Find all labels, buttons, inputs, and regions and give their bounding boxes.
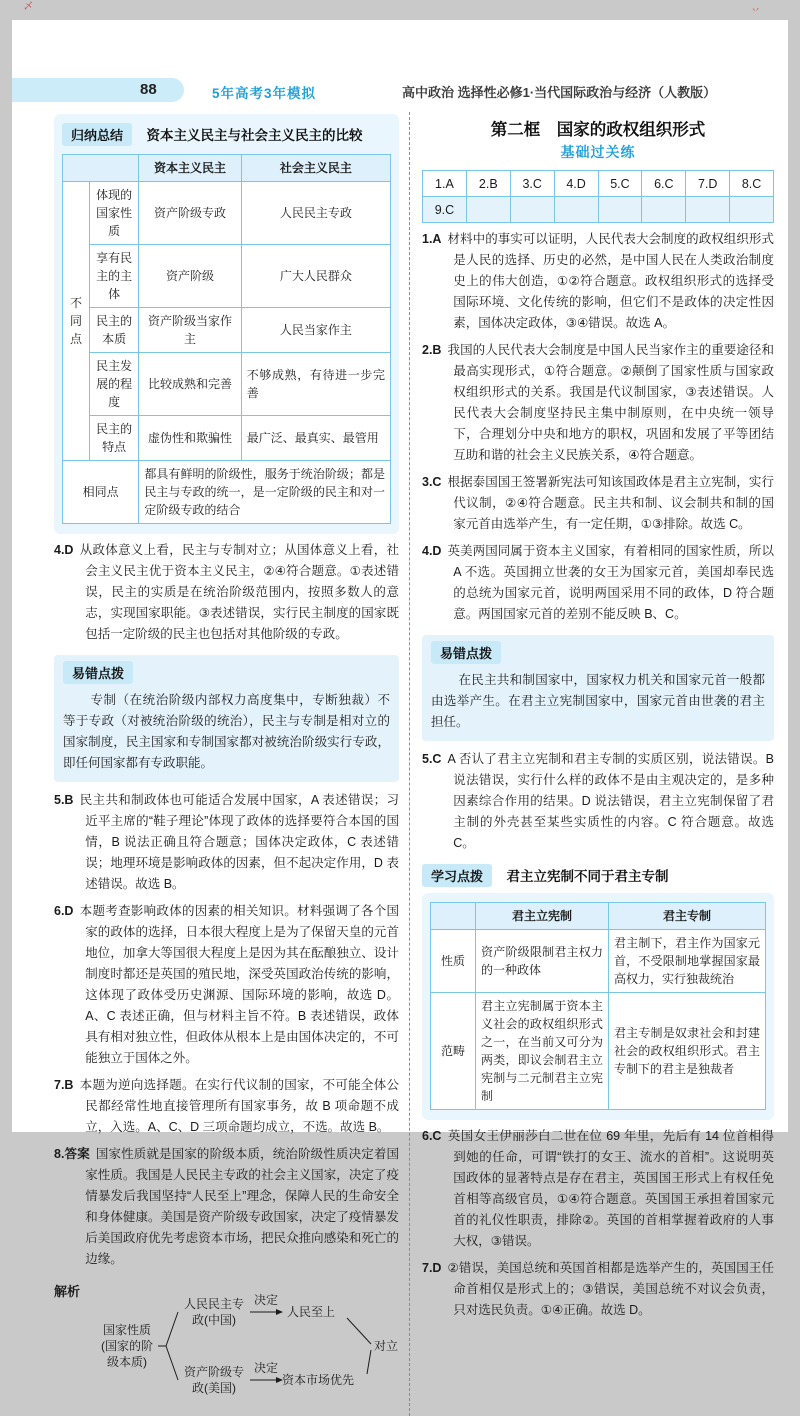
- page-number: 88: [140, 81, 157, 98]
- row-aspect: 范畴: [431, 993, 476, 1110]
- answer-cell: [730, 197, 774, 223]
- cell-capitalist: 资产阶级: [139, 245, 241, 308]
- col-header-capitalist: 资本主义民主: [139, 155, 241, 182]
- answer-text: 英国女王伊丽莎白二世在位 69 年里，先后有 14 位首相得到她的任命，可谓“铁打的女王、流水的首相”。这说明英国政体的显著特点是存在君主，英国国王形式上有权任免首相等高级官员，①④符合题意。英国国王承担着国家元首的礼仪性职责，排除②。英国的首相掌握着政府的人事大权，③错误。: [447, 1129, 774, 1248]
- answer-paragraph: [422, 229, 774, 334]
- tip-box: [422, 635, 774, 741]
- answer-text: A 否认了君主立宪制和君主专制的实质区别，说法错误。B 说法错误，实行什么样的政体不是由主观决定的，是多种因素综合作用的结果。D 说法错误，君主立宪制保留了君主制的外壳甚至某些实质性的内容。C 符合题意。故选 C。: [447, 752, 774, 850]
- diagram-branch-usa: 资产阶级专政(美国): [183, 1365, 244, 1395]
- cell-constitutional: 资产阶级限制君主权力的一种政体: [476, 930, 609, 993]
- answer-cell: 5.C: [598, 171, 642, 197]
- answer-paragraph: [54, 1075, 399, 1138]
- print-mark: 乄: [24, 1, 34, 11]
- diagram-root: 国家性质(国家的阶级本质): [101, 1323, 153, 1369]
- cell-socialist: 人民当家作主: [241, 308, 390, 353]
- group-label-similarities: 相同点: [63, 461, 139, 524]
- table-row: [63, 353, 391, 416]
- col-header-socialist: 社会主义民主: [241, 155, 390, 182]
- answer-text: 根据泰国国王签署新宪法可知该国政体是君主立宪制，实行代议制，②④符合题意。民主共和制、议会制共和制的国家元首由选举产生，有一定任期，①③排除。故选 C。: [447, 475, 774, 531]
- col-header-constitutional: 君主立宪制: [476, 903, 609, 930]
- answer-number: 1.A: [422, 232, 442, 246]
- answer-number: 3.C: [422, 475, 442, 489]
- answer-text: 国家性质就是国家的阶级本质，统治阶级性质决定着国家性质。我国是人民民主专政的社会主义国家，决定了疫情暴发后我国坚持“人民至上”理念，保障人民的生命安全和身体健康。美国是资产阶级专政国家，决定了疫情暴发后美国政府优先考虑资本市场，把民众推向感染和死亡的边缘。: [85, 1147, 399, 1266]
- summary-header: [62, 123, 391, 146]
- answer-cell: [510, 197, 554, 223]
- answer-text: 英美两国同属于资本主义国家，有着相同的国家性质，所以 A 不选。英国拥立世袭的女王为国家元首，美国却奉民选的总统为国家元首，说明两国采用不同的政体，D 符合题意。两国国家元首的差别不能反映 B、C。: [447, 544, 774, 621]
- answer-cell: 8.C: [730, 171, 774, 197]
- cell-constitutional: 君主立宪制属于资本主义社会的政权组织形式之一，在当前又可分为两类，即议会制君主立宪制与二元制君主立宪制: [476, 993, 609, 1110]
- answer-paragraph: [54, 901, 399, 1069]
- study-panel: [422, 893, 774, 1120]
- cell-capitalist: 比较成熟和完善: [139, 353, 241, 416]
- book-page: [12, 1, 788, 1395]
- diagram-conclusion: 对立: [374, 1339, 399, 1353]
- answer-number: 7.D: [422, 1261, 442, 1275]
- group-label-differences: 不同点: [63, 182, 90, 461]
- answer-number: 5.B: [54, 793, 74, 807]
- book-subtitle: 高中政治 选择性必修1·当代国际政治与经济（人教版）: [402, 85, 717, 100]
- table-row: [63, 245, 391, 308]
- answer-number: 4.D: [54, 543, 74, 557]
- analysis-diagram: [54, 1276, 399, 1416]
- answer-text: 民主共和制政体也可能适合发展中国家，A 表述错误；习近平主席的“鞋子理论”体现了政体的选择要符合本国的国情，B 说法正确且符合题意；国体决定政体，C 表述错误；地理环境是影响政体的因素，但不起决定作用，D 表述错误。故选 B。: [79, 793, 399, 891]
- answer-text: 本题为逆向选择题。在实行代议制的国家，不可能全体公民都经常性地直接管理所有国家事务，故 B 项命题不成立，入选。A、C、D 三项命题均成立，不选。故选 B。: [79, 1078, 399, 1134]
- cell-socialist: 广大人民群众: [241, 245, 390, 308]
- answer-number: 6.D: [54, 904, 74, 918]
- answer-cell: [686, 197, 730, 223]
- answer-text: 材料中的事实可以证明，人民代表大会制度的政权组织形式是人民的选择、历史的必然，是中国人民在人类政治制度史上的伟大创造，①②符合题意。政权组织形式的选择受国际环境、文化传统的影响，但它们不是政体的决定性因素，国体决定政体，③④错误。故选 A。: [447, 232, 774, 330]
- cell-absolute: 君主专制是奴隶社会和封建社会的政权组织形式。君主专制下的君主是独裁者: [609, 993, 766, 1110]
- answer-number: 6.C: [422, 1129, 442, 1143]
- cell-similarities: 都具有鲜明的阶级性，服务于统治阶级；都是民主与专政的统一，是一定阶级的民主和对一定阶级专政的结合: [139, 461, 391, 524]
- answer-paragraph: [422, 1126, 774, 1252]
- answer-paragraph: [422, 749, 774, 854]
- frame-title: 第二框 国家的政权组织形式: [490, 121, 706, 139]
- answer-cell: 1.A: [423, 171, 467, 197]
- diagram-result-china: 人民至上: [287, 1305, 336, 1319]
- answer-cell: 7.D: [686, 171, 730, 197]
- row-aspect: 性质: [431, 930, 476, 993]
- answer-paragraph: [54, 540, 399, 645]
- answer-grid-row: [423, 197, 774, 223]
- answer-paragraph: [422, 541, 774, 625]
- answer-paragraph: [54, 790, 399, 895]
- answer-cell: 2.B: [466, 171, 510, 197]
- table-row: [431, 993, 766, 1110]
- row-aspect: 民主的特点: [90, 416, 139, 461]
- answer-text: 本题考查影响政体的因素的相关知识。材料强调了各个国家的政体的选择，日本很大程度上是为了保留天皇的元首地位，加拿大等国很大程度上是因为其在酝酿独立、设计制度时都还是英国的殖民地，深受英国政治传统的影响，这体现了政体受历史渊源、国际环境的影响，故选 D。A、C 表述正确，但与材料主旨不符。B 表述错误，政体具有相对独立性，但政体从根本上是由国体决定的，不可能独立于国体之外。: [79, 904, 399, 1065]
- tip-tag: 易错点拨: [63, 661, 133, 684]
- table-row: [63, 416, 391, 461]
- cell-capitalist: 资产阶级专政: [139, 182, 241, 245]
- study-tip-header: [422, 864, 774, 887]
- answer-number: 2.B: [422, 343, 442, 357]
- democracy-comparison-table: [62, 154, 391, 524]
- answer-grid-row: [423, 171, 774, 197]
- cell-capitalist: 资产阶级当家作主: [139, 308, 241, 353]
- row-aspect: 民主发展的程度: [90, 353, 139, 416]
- answer-text: ②错误，美国总统和英国首相都是选举产生的，英国国王任命首相仅是形式上的；③错误，美国总统不对议会负责，只对选民负责。①④正确。故选 D。: [447, 1261, 774, 1317]
- answer-cell: [466, 197, 510, 223]
- answer-number: 7.B: [54, 1078, 74, 1092]
- answer-cell: 6.C: [642, 171, 686, 197]
- answer-cell: [554, 197, 598, 223]
- answer-cell: [642, 197, 686, 223]
- series-title: 5年高考3年模拟: [212, 86, 317, 101]
- row-aspect: 享有民主的主体: [90, 245, 139, 308]
- answer-paragraph: [54, 1144, 399, 1270]
- answer-number: 5.C: [422, 752, 442, 766]
- table-row: [63, 308, 391, 353]
- answer-paragraph: [422, 1258, 774, 1321]
- answer-grid: [422, 170, 774, 223]
- summary-tag: 归纳总结: [62, 123, 132, 146]
- page-number-pill: [12, 78, 184, 102]
- cell-absolute: 君主制下，君主作为国家元首，不受限制地掌握国家最高权力，实行独裁统治: [609, 930, 766, 993]
- table-corner-cell: [63, 155, 139, 182]
- answer-number: 4.D: [422, 544, 442, 558]
- answer-cell: 3.C: [510, 171, 554, 197]
- analysis-tag: 解析: [54, 1284, 81, 1299]
- summary-panel: [54, 114, 399, 534]
- cell-socialist: 最广泛、最真实、最管用: [241, 416, 390, 461]
- tip-box: [54, 655, 399, 782]
- answer-paragraph: [422, 340, 774, 466]
- answer-number: 8.答案: [54, 1147, 90, 1161]
- table-row: [431, 930, 766, 993]
- answer-cell: 9.C: [423, 197, 467, 223]
- section-label: 基础过关练: [560, 144, 636, 160]
- tip-text: 在民主共和制国家中，国家权力机关和国家元首一般都由选举产生。在君主立宪制国家中，国家元首由世袭的君主担任。: [431, 673, 765, 729]
- table-corner-cell: [431, 903, 476, 930]
- print-mark: 丷: [750, 5, 760, 15]
- cell-capitalist: 虚伪性和欺骗性: [139, 416, 241, 461]
- answer-cell: [598, 197, 642, 223]
- table-row: [63, 182, 391, 245]
- answer-text: 我国的人民代表大会制度是中国人民当家作主的重要途径和最高实现形式，①符合题意。②颠倒了国家性质与国家政权组织形式的关系。我国是代议制国家，③表述错误。人民代表大会制度坚持民主集中制原则，在中央统一领导下，合理划分中央和地方的职权，巩固和发展了平等团结互助和谐的社会主义民族关系，④符合题意。: [447, 343, 774, 462]
- answer-paragraph: [422, 472, 774, 535]
- row-aspect: 民主的本质: [90, 308, 139, 353]
- left-column: [12, 112, 409, 1416]
- answer-cell: 4.D: [554, 171, 598, 197]
- tip-tag: 易错点拨: [431, 641, 501, 664]
- col-header-absolute: 君主专制: [609, 903, 766, 930]
- diagram-arrow-label: 决定: [253, 1361, 278, 1375]
- study-tip-title: 君主立宪制不同于君主专制: [506, 869, 669, 884]
- diagram-branch-china: 人民民主专政(中国): [183, 1297, 244, 1327]
- answer-text: 从政体意义上看，民主与专制对立；从国体意义上看，社会主义民主优于资本主义民主，②④符合题意。①表述错误，民主的实质是在统治阶级范围内，按照多数人的意志，实现国家职能。③表述错误，实行民主制度的国家既包括一定阶级的民主也包括对其他阶级的专政。: [79, 543, 399, 641]
- row-aspect: 体现的国家性质: [90, 182, 139, 245]
- study-tip-tag: 学习点拨: [422, 864, 492, 887]
- right-column: [409, 112, 780, 1416]
- table-row: [63, 461, 391, 524]
- monarchy-comparison-table: [430, 902, 766, 1110]
- summary-title: 资本主义民主与社会主义民主的比较: [146, 128, 363, 143]
- cell-socialist: 人民民主专政: [241, 182, 390, 245]
- tip-text: 专制（在统治阶级内部权力高度集中，专断独裁）不等于专政（对被统治阶级的统治），民主与专制是相对立的国家制度，民主国家和专制国家都对被统治阶级实行专政，即任何国家都有专政职能。: [63, 693, 390, 770]
- diagram-result-usa: 资本市场优先: [282, 1373, 355, 1387]
- cell-socialist: 不够成熟，有待进一步完善: [241, 353, 390, 416]
- page-header: [12, 78, 788, 104]
- content-columns: [12, 112, 788, 1416]
- diagram-arrow-label: 决定: [253, 1293, 278, 1307]
